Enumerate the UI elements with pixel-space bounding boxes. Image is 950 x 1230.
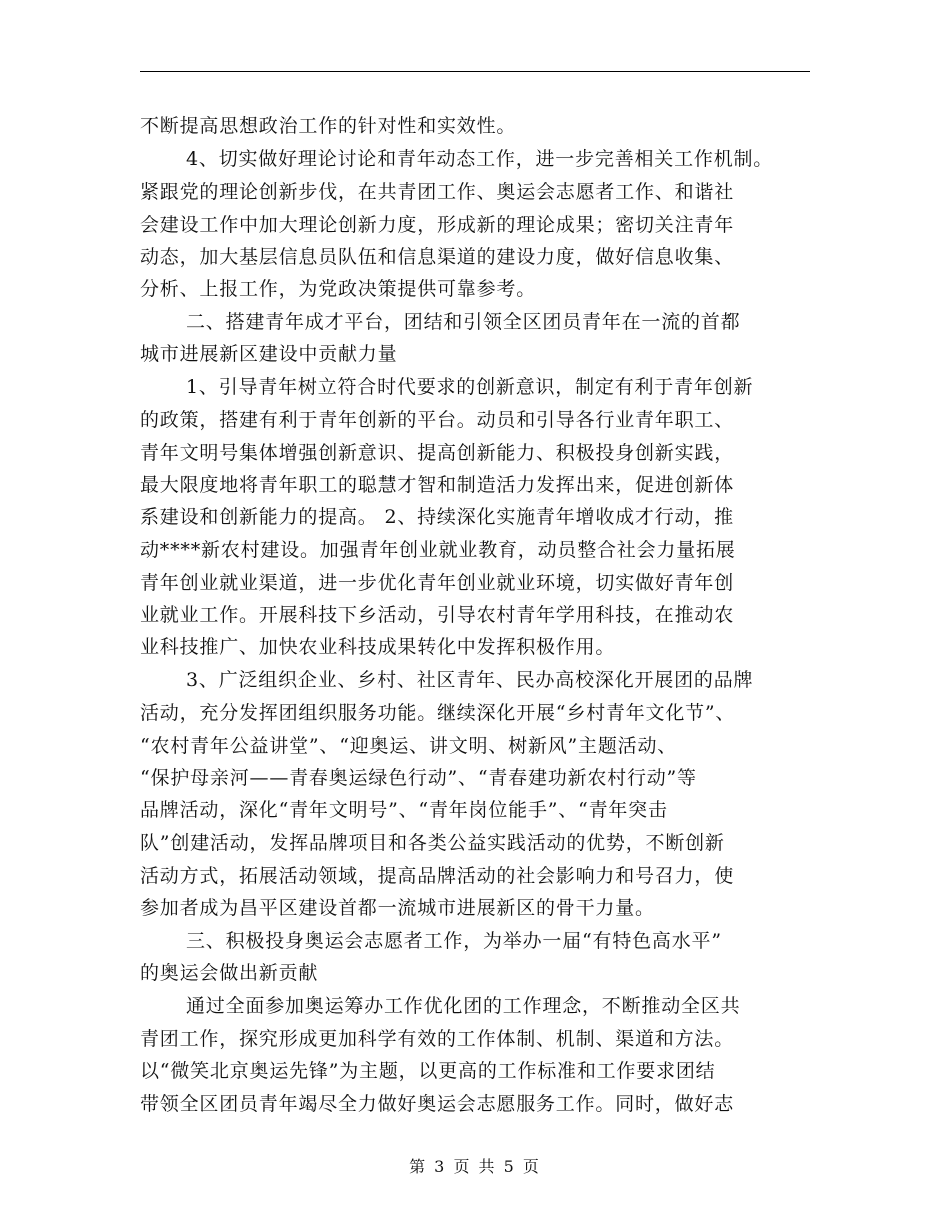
text-line: 以“微笑北京奥运先锋”为主题，以更高的工作标准和工作要求团结 [140,1060,716,1082]
text-line: 4、切实做好理论讨论和青年动态工作，进一步完善相关工作机制。 [186,148,774,170]
text-line: 业就业工作。开展科技下乡活动，引导农村青年学用科技，在推动农 [140,604,735,626]
text-line: 队”创建活动，发挥品牌项目和各类公益实践活动的优势，不断创新 [140,832,725,854]
text-line: 动态，加大基层信息员队伍和信息渠道的建设力度，做好信息收集、 [140,246,735,268]
text-line: 活动，充分发挥团组织服务功能。继续深化开展“乡村青年文化节”、 [140,702,736,724]
text-line: “保护母亲河——青春奥运绿色行动”、“青春建功新农村行动”等 [140,767,697,789]
text-line: 青年文明号集体增强创新意识、提高创新能力、积极投身创新实践， [140,442,735,464]
text-line: 动****新农村建设。加强青年创业就业教育，动员整合社会力量拓展 [140,539,736,561]
text-line: 最大限度地将青年职工的聪慧才智和制造活力发挥出来，促进创新体 [140,474,735,496]
page-number-footer: 第 3 页 共 5 页 [409,1157,541,1176]
text-line: 通过全面参加奥运筹办工作优化团的工作理念，不断推动全区共 [186,995,741,1017]
text-line: 不断提高思想政治工作的针对性和实效性。 [140,115,517,137]
section-heading: 的奥运会做出新贡献 [140,962,319,984]
text-line: 青年创业就业渠道，进一步优化青年创业就业环境，切实做好青年创 [140,572,735,594]
text-line: 带领全区团员青年竭尽全力做好奥运会志愿服务工作。同时，做好志 [140,1093,735,1115]
text-line: 会建设工作中加大理论创新力度，形成新的理论成果；密切关注青年 [140,214,735,236]
section-heading: 三、积极投身奥运会志愿者工作，为举办一届“有特色高水平” [186,930,722,952]
text-line: 1、引导青年树立符合时代要求的创新意识，制定有利于青年创新 [186,376,754,398]
text-line: 系建设和创新能力的提高。 2、持续深化实施青年增收成才行动，推 [140,506,734,528]
text-line: 业科技推广、加快农业科技成果转化中发挥积极作用。 [140,636,616,658]
header-rule [140,71,810,72]
text-line: 分析、上报工作，为党政决策提供可靠参考。 [140,278,537,300]
text-line: 紧跟党的理论创新步伐，在共青团工作、奥运会志愿者工作、和谐社 [140,181,735,203]
text-line: 3、广泛组织企业、乡村、社区青年、民办高校深化开展团的品牌 [186,669,754,691]
text-line: 品牌活动，深化“青年文明号”、“青年岗位能手”、“青年突击 [140,799,668,821]
text-line: 参加者成为昌平区建设首都一流城市进展新区的骨干力量。 [140,897,655,919]
section-heading: 城市进展新区建设中贡献力量 [140,343,398,365]
text-line: 青团工作，探究形成更加科学有效的工作体制、机制、渠道和方法。 [140,1028,735,1050]
section-heading: 二、搭建青年成才平台，团结和引领全区团员青年在一流的首都 [186,311,741,333]
text-line: 活动方式，拓展活动领域，提高品牌活动的社会影响力和号召力，使 [140,865,735,887]
text-line: “农村青年公益讲堂”、“迎奥运、讲文明、树新风”主题活动、 [140,735,678,757]
text-line: 的政策，搭建有利于青年创新的平台。动员和引导各行业青年职工、 [140,409,735,431]
